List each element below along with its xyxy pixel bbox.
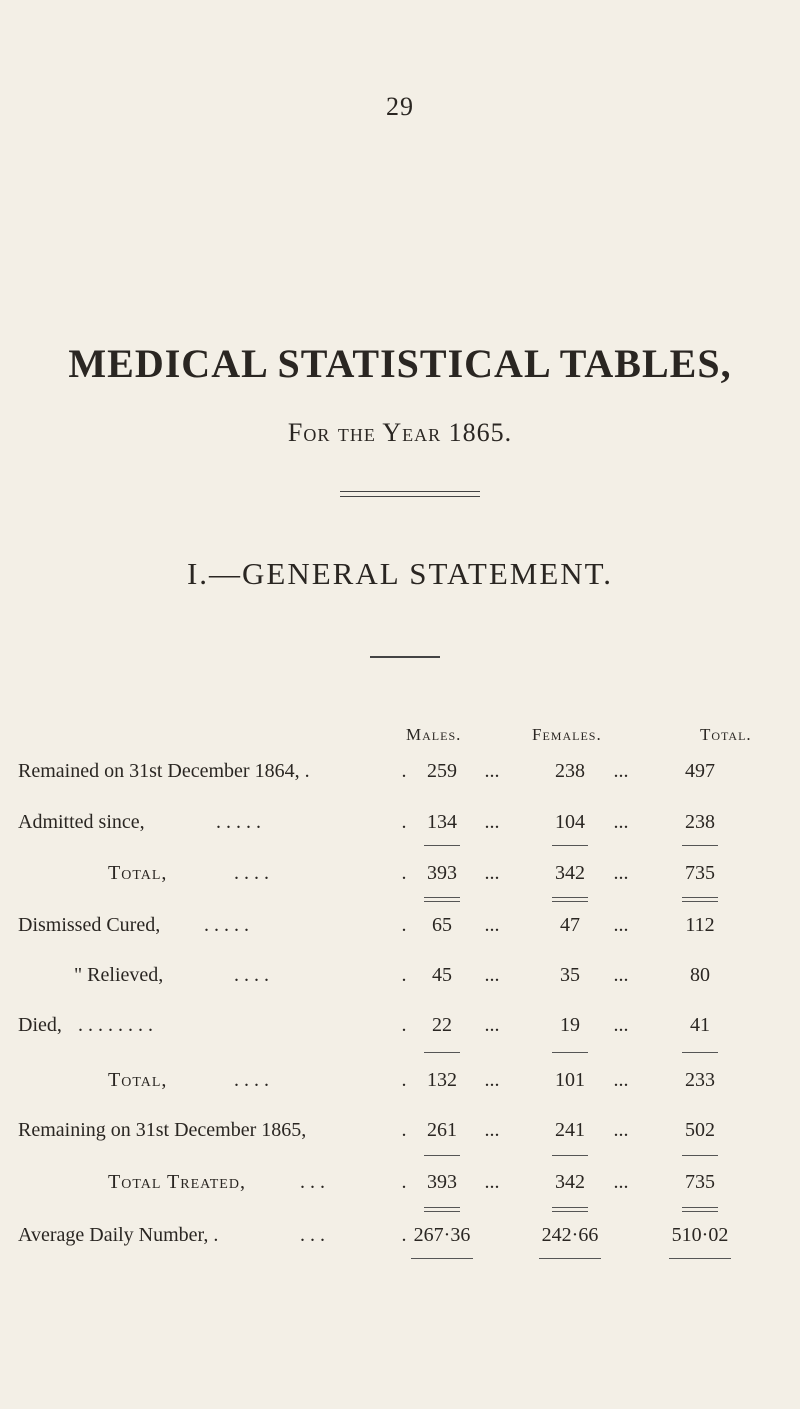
sum-rule — [682, 845, 718, 846]
row-dots: . . . . — [234, 964, 269, 986]
dot-leader: ... — [613, 760, 629, 782]
row-label: Average Daily Number, . — [18, 1224, 219, 1246]
row-label: Total, — [108, 1069, 168, 1091]
cell-total: 735 — [685, 862, 715, 884]
final-rule — [669, 1258, 731, 1259]
total-double-rule — [424, 897, 460, 902]
dot-leader: ... — [613, 914, 629, 936]
sum-rule — [424, 845, 460, 846]
row-leader: . — [401, 1171, 407, 1193]
cell-males: 134 — [427, 811, 457, 833]
table-row — [0, 964, 800, 994]
row-dots: . . . — [300, 1224, 325, 1246]
table-row — [0, 760, 800, 790]
cell-males: 393 — [427, 862, 457, 884]
cell-males: 259 — [427, 760, 457, 782]
cell-females: 342 — [555, 862, 585, 884]
cell-females: 104 — [555, 811, 585, 833]
cell-females: 19 — [560, 1014, 580, 1036]
dot-leader: ... — [484, 862, 500, 884]
row-dots: . . . . — [234, 862, 269, 884]
row-label: Dismissed Cured, — [18, 914, 161, 936]
cell-females: 101 — [555, 1069, 585, 1091]
final-rule — [411, 1258, 473, 1259]
cell-females: 342 — [555, 1171, 585, 1193]
dot-leader: ... — [484, 1119, 500, 1141]
total-double-rule — [552, 897, 588, 902]
row-leader: . — [401, 1014, 407, 1036]
total-double-rule — [424, 1207, 460, 1212]
total-double-rule — [682, 897, 718, 902]
double-rule-divider — [340, 491, 480, 497]
dot-leader: ... — [613, 862, 629, 884]
final-rule — [539, 1258, 601, 1259]
row-dots: . . . . . . . . — [78, 1014, 153, 1036]
dot-leader: ... — [484, 964, 500, 986]
cell-total: 497 — [685, 760, 715, 782]
table-row — [0, 1171, 800, 1201]
sum-rule — [682, 1155, 718, 1156]
dot-leader: ... — [484, 1171, 500, 1193]
row-leader: . — [401, 964, 407, 986]
table-row — [0, 862, 800, 892]
dot-leader: ... — [613, 1119, 629, 1141]
sum-rule — [682, 1052, 718, 1053]
table-row — [0, 1069, 800, 1099]
cell-total: 233 — [685, 1069, 715, 1091]
row-dots: . . . — [300, 1171, 325, 1193]
dot-leader: ... — [613, 811, 629, 833]
cell-total: 502 — [685, 1119, 715, 1141]
cell-males: 65 — [432, 914, 452, 936]
row-leader: . — [401, 1069, 407, 1091]
sum-rule — [552, 1052, 588, 1053]
row-label: Admitted since, — [18, 811, 145, 833]
cell-males: 45 — [432, 964, 452, 986]
dot-leader: ... — [484, 914, 500, 936]
cell-females: 47 — [560, 914, 580, 936]
cell-females: 241 — [555, 1119, 585, 1141]
row-label: Remained on 31st December 1864, . — [18, 760, 310, 782]
total-double-rule — [682, 1207, 718, 1212]
cell-total: 510·02 — [671, 1224, 729, 1246]
row-dots: . . . . . — [204, 914, 249, 936]
sum-rule — [424, 1155, 460, 1156]
row-leader: . — [401, 760, 407, 782]
cell-males: 132 — [427, 1069, 457, 1091]
column-header-males: Males. — [406, 725, 462, 744]
row-leader: . — [401, 811, 407, 833]
table-row — [0, 811, 800, 841]
column-header-total: Total. — [700, 725, 752, 744]
table-row — [0, 1014, 800, 1044]
cell-males: 22 — [432, 1014, 452, 1036]
cell-females: 242·66 — [541, 1224, 599, 1246]
dot-leader: ... — [484, 811, 500, 833]
sum-rule — [424, 1052, 460, 1053]
section-title: I.—GENERAL STATEMENT. — [186, 556, 614, 591]
page-number: 29 — [386, 92, 414, 121]
sum-rule — [552, 1155, 588, 1156]
dot-leader: ... — [484, 1014, 500, 1036]
column-header-females: Females. — [532, 725, 602, 744]
table-row — [0, 914, 800, 944]
cell-males: 261 — [427, 1119, 457, 1141]
row-dots: . . . . . — [216, 811, 261, 833]
row-leader: . — [401, 1119, 407, 1141]
dot-leader: ... — [484, 760, 500, 782]
row-leader: . — [401, 1224, 407, 1246]
cell-total: 80 — [690, 964, 710, 986]
cell-total: 238 — [685, 811, 715, 833]
total-double-rule — [552, 1207, 588, 1212]
row-dots: . . . . — [234, 1069, 269, 1091]
cell-total: 735 — [685, 1171, 715, 1193]
table-row — [0, 1119, 800, 1149]
cell-total: 112 — [685, 914, 715, 936]
cell-males: 393 — [427, 1171, 457, 1193]
dot-leader: ... — [613, 1171, 629, 1193]
row-leader: . — [401, 914, 407, 936]
row-label: " Relieved, — [74, 964, 164, 986]
page-subtitle: For the Year 1865. — [287, 418, 513, 447]
sum-rule — [552, 845, 588, 846]
row-label: Total Treated, — [108, 1171, 246, 1193]
cell-females: 35 — [560, 964, 580, 986]
page-title: MEDICAL STATISTICAL TABLES, — [68, 341, 732, 386]
row-label: Died, — [18, 1014, 62, 1036]
dot-leader: ... — [484, 1069, 500, 1091]
dot-leader: ... — [613, 1014, 629, 1036]
row-label: Total, — [108, 862, 168, 884]
cell-females: 238 — [555, 760, 585, 782]
cell-total: 41 — [690, 1014, 710, 1036]
single-rule-divider — [370, 656, 440, 658]
table-row — [0, 1224, 800, 1254]
row-label: Remaining on 31st December 1865, — [18, 1119, 307, 1141]
dot-leader: ... — [613, 964, 629, 986]
cell-males: 267·36 — [413, 1224, 471, 1246]
dot-leader: ... — [613, 1069, 629, 1091]
row-leader: . — [401, 862, 407, 884]
